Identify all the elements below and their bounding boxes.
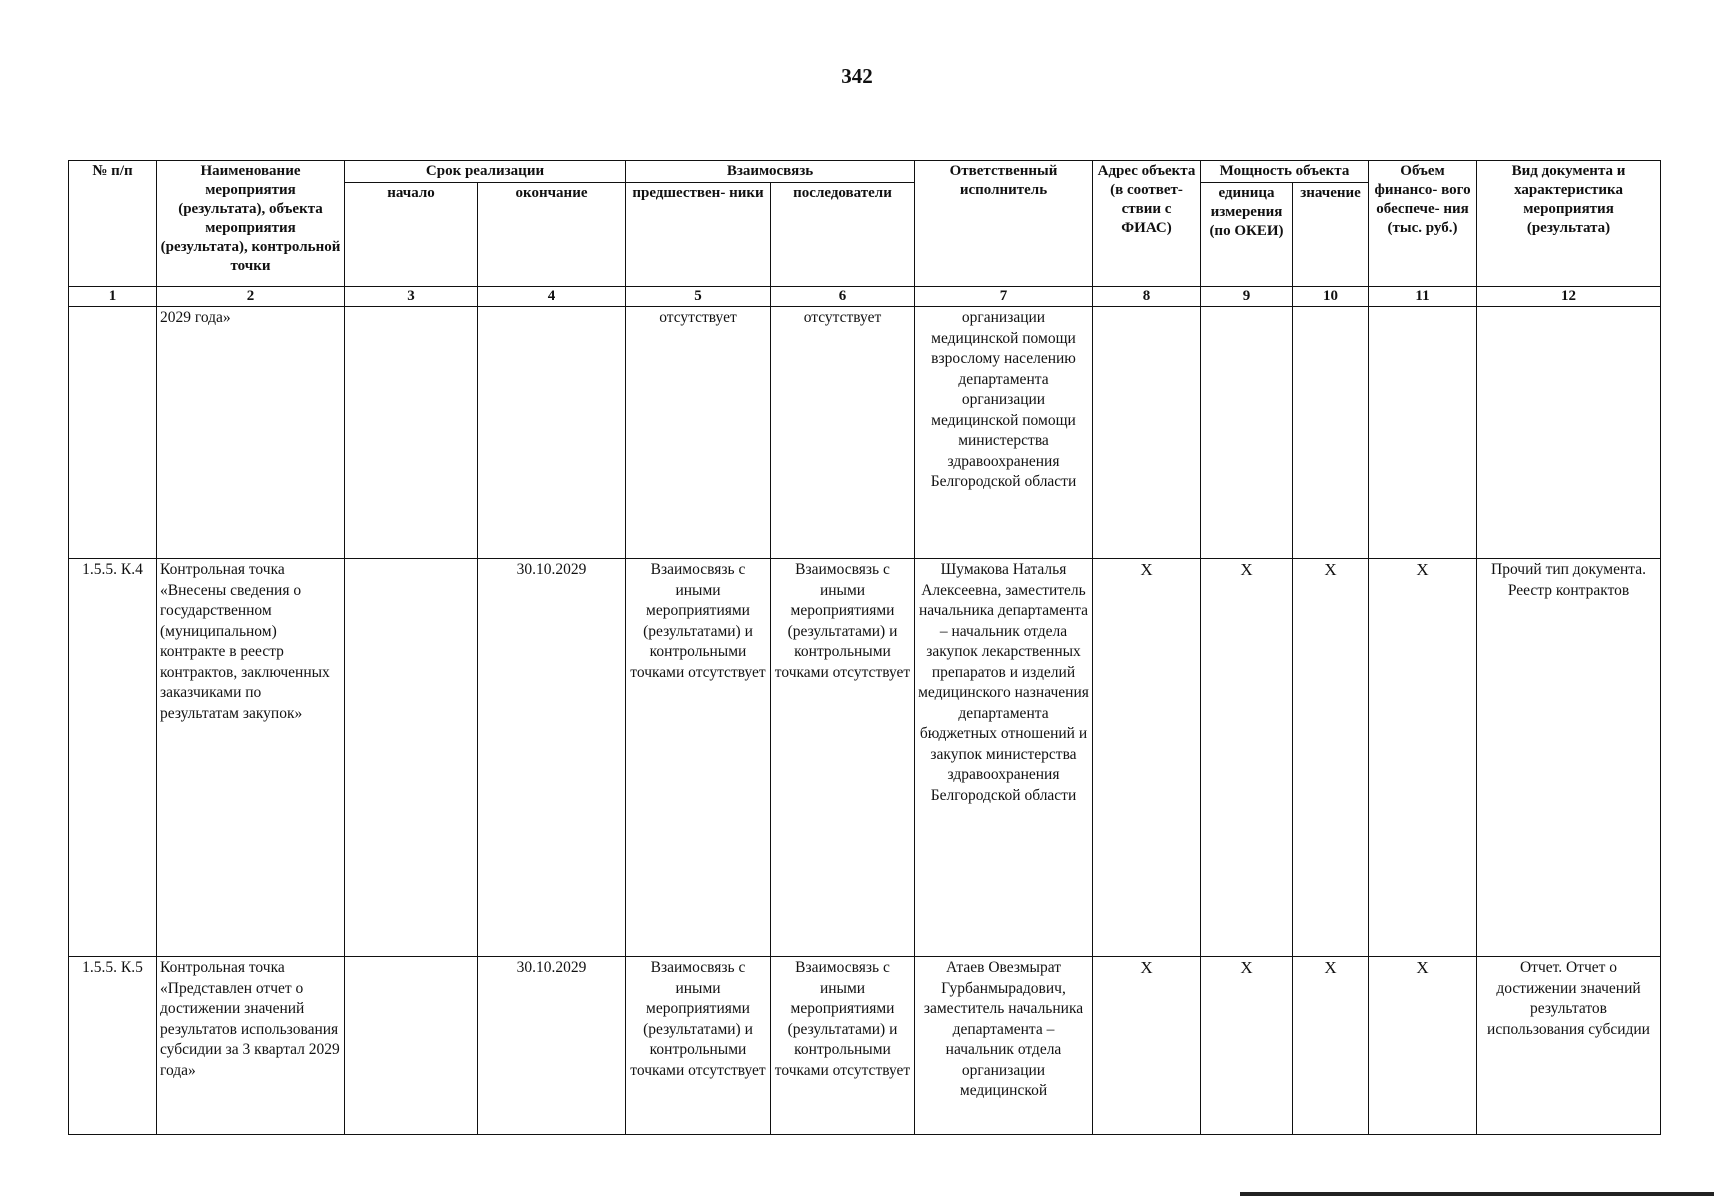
header-predecessors: предшествен- ники <box>626 183 771 287</box>
column-number: 2 <box>157 287 345 307</box>
header-unit: единица измерения (по ОКЕИ) <box>1201 183 1293 287</box>
row-name: Контрольная точка «Внесены сведения о государственном (муниципальном) контракте в реестр контрактов, заключенных заказчиками по результатам закупок» <box>157 559 345 957</box>
column-number: 7 <box>915 287 1093 307</box>
table-row <box>69 957 1661 1135</box>
row-value <box>1293 307 1369 559</box>
row-finance <box>1369 307 1477 559</box>
header-start: начало <box>345 183 478 287</box>
header-group-term: Срок реализации <box>345 161 626 183</box>
column-number: 6 <box>771 287 915 307</box>
row-finance: Х <box>1369 957 1477 1135</box>
column-number: 3 <box>345 287 478 307</box>
row-start <box>345 957 478 1135</box>
row-finance: Х <box>1369 559 1477 957</box>
row-value: Х <box>1293 957 1369 1135</box>
row-address: Х <box>1093 957 1201 1135</box>
header-responsible: Ответственный исполнитель <box>915 161 1093 287</box>
row-document: Прочий тип документа. Реестр контрактов <box>1477 559 1661 957</box>
row-predecessors: отсутствует <box>626 307 771 559</box>
row-number: 1.5.5. К.4 <box>69 559 157 957</box>
row-responsible: организации медицинской помощи взрослому населению департамента организации медицинской помощи министерства здравоохранения Белгородской области <box>915 307 1093 559</box>
row-start <box>345 559 478 957</box>
row-end: 30.10.2029 <box>478 559 626 957</box>
column-number: 8 <box>1093 287 1201 307</box>
table-row <box>69 559 1661 957</box>
column-number: 11 <box>1369 287 1477 307</box>
header-finance: Объем финансо- вого обеспече- ния (тыс. руб.) <box>1369 161 1477 287</box>
column-number: 1 <box>69 287 157 307</box>
header-name: Наименование мероприятия (результата), объекта мероприятия (результата), контрольной точки <box>157 161 345 287</box>
row-responsible: Шумакова Наталья Алексеевна, заместитель начальника департамента – начальник отдела закупок лекарственных препаратов и изделий медицинского назначения департамента бюджетных отношений и закупок министерства здравоохранения Белгородской области <box>915 559 1093 957</box>
row-successors: отсутствует <box>771 307 915 559</box>
row-unit: Х <box>1201 559 1293 957</box>
header-group-link: Взаимосвязь <box>626 161 915 183</box>
row-document <box>1477 307 1661 559</box>
row-address <box>1093 307 1201 559</box>
column-number-row <box>69 287 1661 307</box>
header-row-top <box>69 161 1661 183</box>
row-unit: Х <box>1201 957 1293 1135</box>
column-number: 10 <box>1293 287 1369 307</box>
row-start <box>345 307 478 559</box>
header-value: значение <box>1293 183 1369 287</box>
implementation-plan-table <box>68 160 1661 1135</box>
header-address: Адрес объекта (в соответ- ствии с ФИАС) <box>1093 161 1201 287</box>
row-unit <box>1201 307 1293 559</box>
row-responsible: Атаев Овезмырат Гурбанмырадович, заместитель начальника департамента – начальник отдела организации медицинской <box>915 957 1093 1135</box>
row-number <box>69 307 157 559</box>
row-successors: Взаимосвязь с иными мероприятиями (результатами) и контрольными точками отсутствует <box>771 957 915 1135</box>
header-group-capacity: Мощность объекта <box>1201 161 1369 183</box>
header-number: № п/п <box>69 161 157 287</box>
header-end: окончание <box>478 183 626 287</box>
table-row <box>69 307 1661 559</box>
row-predecessors: Взаимосвязь с иными мероприятиями (результатами) и контрольными точками отсутствует <box>626 957 771 1135</box>
row-predecessors: Взаимосвязь с иными мероприятиями (результатами) и контрольными точками отсутствует <box>626 559 771 957</box>
page-number: 342 <box>841 64 873 88</box>
row-end: 30.10.2029 <box>478 957 626 1135</box>
column-number: 5 <box>626 287 771 307</box>
row-name: Контрольная точка «Представлен отчет о достижении значений результатов использования субсидии за 3 квартал 2029 года» <box>157 957 345 1135</box>
row-name: 2029 года» <box>157 307 345 559</box>
header-successors: последователи <box>771 183 915 287</box>
column-number: 9 <box>1201 287 1293 307</box>
row-document: Отчет. Отчет о достижении значений результатов использования субсидии <box>1477 957 1661 1135</box>
row-number: 1.5.5. К.5 <box>69 957 157 1135</box>
row-address: Х <box>1093 559 1201 957</box>
scan-edge-line <box>1240 1192 1714 1196</box>
header-document: Вид документа и характеристика мероприятия (результата) <box>1477 161 1661 287</box>
row-value: Х <box>1293 559 1369 957</box>
row-end <box>478 307 626 559</box>
column-number: 4 <box>478 287 626 307</box>
column-number: 12 <box>1477 287 1661 307</box>
row-successors: Взаимосвязь с иными мероприятиями (результатами) и контрольными точками отсутствует <box>771 559 915 957</box>
